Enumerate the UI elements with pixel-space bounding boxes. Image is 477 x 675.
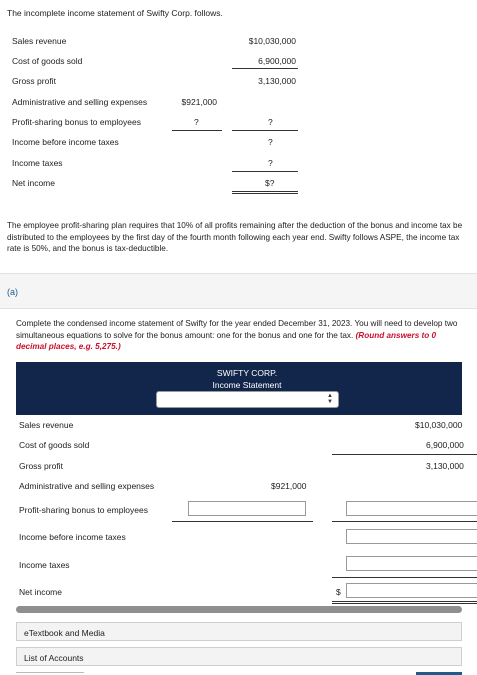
statement-title: Income Statement [212,380,282,390]
top-value-cogs: 6,900,000 [258,56,296,66]
top-label-admin: Administrative and selling expenses [12,97,148,107]
etextbook-link[interactable] [16,622,462,641]
top-label-tax: Income taxes [12,158,63,168]
top-rule-net-double [232,191,298,194]
select-arrows-icon: ▲ ▼ [327,393,333,405]
top-value-tax: ? [268,158,273,168]
accounts-label: List of Accounts [24,653,84,663]
form-label-net: Net income [19,587,62,597]
top-value-ibt: ? [268,137,273,147]
bottom-divider [16,672,84,673]
list-of-accounts-link[interactable] [16,647,462,666]
form-rule-net-double [332,601,477,604]
income-taxes-input[interactable] [346,556,477,571]
top-value-gross: 3,130,000 [258,76,296,86]
top-value-bonus: ? [268,117,273,127]
form-label-cogs: Cost of goods sold [19,440,90,450]
explanation-text: The employee profit-sharing plan requires that 10% of all profits remaining after the deduction of the bonus and income tax be distributed to the employees by the first day of the fourth month following each year end. Swifty follows ASPE, the income tax rate is 50%, and the bonus is tax-deductible. [7,221,463,253]
bonus-amount-input[interactable] [188,501,306,516]
net-income-input[interactable] [346,583,477,598]
etextbook-label: eTextbook and Media [24,628,105,638]
part-a-header [0,273,477,309]
income-before-taxes-input[interactable] [346,529,477,544]
top-rule-bonus-right [232,130,298,131]
form-label-ibt: Income before income taxes [19,532,126,542]
form-value-gross: 3,130,000 [426,461,464,471]
form-label-tax: Income taxes [19,560,70,570]
top-value-net: $? [265,178,275,188]
top-label-bonus: Profit-sharing bonus to employees [12,117,141,127]
top-rule-cogs [232,68,298,69]
horizontal-scrollbar[interactable] [16,606,462,613]
top-label-cogs: Cost of goods sold [12,56,83,66]
period-select[interactable] [156,391,339,408]
form-label-gross: Gross profit [19,461,63,471]
part-a-label: (a) [7,287,18,297]
top-rule-tax [232,171,298,172]
top-label-sales: Sales revenue [12,36,67,46]
statement-header [16,362,462,415]
top-rule-bonus-mid [172,130,222,131]
form-value-admin: $921,000 [271,481,307,491]
currency-symbol: $ [336,587,341,597]
intro-text: The incomplete income statement of Swifty Corp. follows. [7,8,223,18]
top-label-ibt: Income before income taxes [12,137,119,147]
instructions-text: Complete the condensed income statement of Swifty for the year ended December 31, 2023. You will need to develop two simultaneous equations to solve for the bonus amount: one for the bonus and one for the tax. [16,319,458,340]
top-value-admin: $921,000 [181,97,217,107]
form-label-sales: Sales revenue [19,420,74,430]
form-rule-bonus-right [332,521,477,522]
form-rule-cogs [332,454,477,455]
company-name: SWIFTY CORP. [216,368,278,378]
top-label-net: Net income [12,178,55,188]
instructions [16,318,468,353]
form-value-sales: $10,030,000 [415,420,463,430]
form-label-bonus: Profit-sharing bonus to employees [19,505,148,515]
total-expenses-input[interactable] [346,501,477,516]
form-rule-tax [332,577,477,578]
form-rule-bonus-mid [172,521,313,522]
form-value-cogs: 6,900,000 [426,440,464,450]
top-label-gross: Gross profit [12,76,56,86]
instructions-hint: (Round answers to 0 decimal places, e.g. 5,275.) [16,330,437,351]
form-label-admin: Administrative and selling expenses [19,481,155,491]
top-value-sales: $10,030,000 [248,36,296,46]
top-mid-bonus: ? [194,117,199,127]
